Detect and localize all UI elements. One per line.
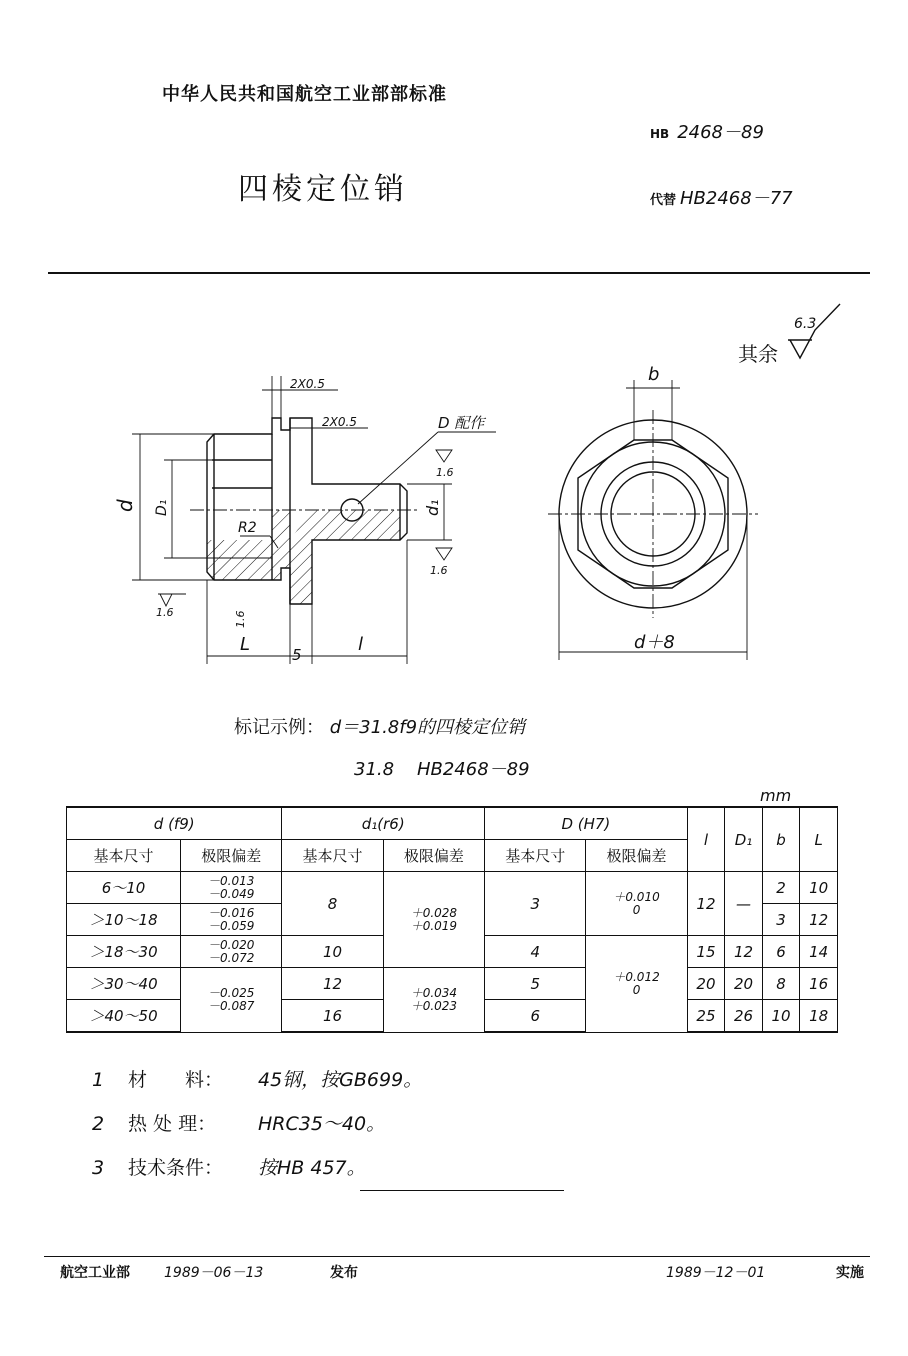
label-d1: d₁	[423, 499, 442, 516]
cell-l: 20	[687, 968, 725, 1000]
end-rule	[360, 1190, 564, 1191]
footer-issuer: 航空工业部	[60, 1265, 130, 1281]
cell-D1: 20	[725, 968, 763, 1000]
subheader: 基本尺寸	[282, 840, 383, 872]
dev-upper: －0.013	[208, 873, 255, 888]
cell-d-dev	[181, 968, 282, 1033]
section-hatch	[207, 510, 400, 604]
cell-D: 6	[485, 1000, 586, 1033]
roughness-shank-value: 1.6	[430, 564, 448, 577]
cell-L: 14	[800, 936, 838, 968]
replaces-prefix: 代替	[650, 193, 677, 208]
cell-d1: 16	[282, 1000, 383, 1033]
cell-l: 15	[687, 936, 725, 968]
dev-lower: －0.072	[208, 950, 255, 965]
designation-code: HB2468－89	[416, 759, 530, 780]
subheader: 基本尺寸	[67, 840, 181, 872]
cell-D: 5	[485, 968, 586, 1000]
footer-impl-date: 1989－12－01	[666, 1265, 766, 1281]
cell-D1: —	[725, 872, 763, 936]
footer-rule	[44, 1256, 870, 1257]
cell-D-dev	[586, 936, 687, 1033]
cell-D-dev	[586, 872, 687, 936]
cell-D1: 12	[725, 936, 763, 968]
radius-label: R2	[238, 520, 257, 536]
note-item	[92, 1102, 422, 1146]
label-d-plus-8: d＋8	[634, 632, 675, 653]
header-d: d (f9)	[67, 807, 282, 840]
label-l: l	[358, 634, 364, 655]
label-d: d	[113, 499, 137, 512]
dev-upper: ＋0.012	[613, 969, 660, 984]
label-D1: D₁	[154, 499, 170, 516]
cell-d: ＞40～50	[67, 1000, 181, 1033]
dev-upper: ＋0.028	[410, 905, 458, 920]
dev-lower: 0	[632, 982, 641, 997]
note-value: 45钢，按GB699。	[258, 1069, 423, 1091]
designation-size: 31.8	[354, 759, 395, 780]
cell-d-dev	[181, 904, 282, 936]
table-row	[67, 968, 838, 1000]
note-item	[92, 1146, 422, 1190]
cell-d1-dev	[383, 872, 484, 968]
cell-d: ＞18～30	[67, 936, 181, 968]
note-value: 按HB 457。	[258, 1157, 366, 1179]
dev-lower: －0.087	[208, 998, 255, 1013]
footer-impl-label: 实施	[836, 1265, 864, 1281]
note-number: 2	[92, 1113, 105, 1135]
dev-upper: －0.025	[208, 985, 255, 1000]
cell-d1-dev	[383, 968, 484, 1033]
note-number: 1	[92, 1069, 105, 1091]
marking-label: 标记示例：	[234, 717, 324, 738]
cell-L: 18	[800, 1000, 838, 1033]
subheader: 极限偏差	[383, 840, 484, 872]
cell-l: 25	[687, 1000, 725, 1033]
dev-upper: ＋0.010	[613, 889, 660, 904]
replaces-number: HB2468－77	[680, 188, 793, 209]
header-l: l	[687, 807, 725, 872]
subheader: 基本尺寸	[485, 840, 586, 872]
label-L: L	[240, 634, 251, 655]
footer-issue-label: 发布	[330, 1265, 358, 1281]
note-number: 3	[92, 1157, 105, 1179]
roughness-flange-value: 1.6	[234, 610, 247, 628]
marking-designation	[354, 755, 530, 781]
note-key: 热 处 理：	[128, 1113, 217, 1135]
label-b: b	[648, 364, 660, 385]
dimension-table	[66, 806, 838, 1033]
subheader: 极限偏差	[181, 840, 282, 872]
footer-issue-date: 1989－06－13	[164, 1265, 264, 1281]
note-item	[92, 1058, 422, 1102]
cell-L: 16	[800, 968, 838, 1000]
chamfer-1-label: 2X0.5	[290, 377, 325, 391]
cell-b: 10	[762, 1000, 800, 1033]
cell-d: ＞30～40	[67, 968, 181, 1000]
cell-b: 8	[762, 968, 800, 1000]
technical-notes	[92, 1058, 422, 1190]
table-row	[67, 872, 838, 904]
chamfer-2-label: 2X0.5	[322, 415, 357, 429]
cell-L: 12	[800, 904, 838, 936]
cell-D: 3	[485, 872, 586, 936]
code-number: 2468－89	[677, 122, 764, 143]
header-D: D (H7)	[485, 807, 688, 840]
header-D1: D₁	[725, 807, 763, 872]
dev-upper: ＋0.034	[410, 985, 458, 1000]
cell-D: 4	[485, 936, 586, 968]
cell-d-dev	[181, 936, 282, 968]
note-value: HRC35～40。	[258, 1113, 386, 1135]
header-d1: d₁(r6)	[282, 807, 485, 840]
cell-d: 6～10	[67, 872, 181, 904]
cell-d-dev	[181, 872, 282, 904]
marking-text: d＝31.8f9的四棱定位销	[329, 717, 526, 738]
note-key: 材 料：	[128, 1069, 224, 1091]
cell-L: 10	[800, 872, 838, 904]
roughness-note: 其余	[738, 342, 778, 366]
code-prefix: HB	[650, 127, 670, 141]
cell-b: 6	[762, 936, 800, 968]
cell-d1: 8	[282, 872, 383, 936]
header-L: L	[800, 807, 838, 872]
subheader: 极限偏差	[586, 840, 687, 872]
hole-note: D 配作	[438, 414, 485, 432]
cell-b: 3	[762, 904, 800, 936]
table-unit: mm	[760, 786, 792, 805]
cell-d: ＞10～18	[67, 904, 181, 936]
cell-l: 12	[687, 872, 725, 936]
cell-D1: 26	[725, 1000, 763, 1033]
dev-lower: 0	[632, 902, 641, 917]
roughness-face-value: 1.6	[156, 606, 174, 619]
dev-lower: －0.049	[208, 886, 255, 901]
note-key: 技术条件：	[128, 1157, 224, 1179]
cell-b: 2	[762, 872, 800, 904]
roughness-general-value: 6.3	[794, 316, 817, 332]
dev-upper: －0.016	[208, 905, 255, 920]
document-title: 四棱定位销	[238, 172, 408, 207]
cell-d1: 12	[282, 968, 383, 1000]
dev-lower: ＋0.023	[410, 998, 458, 1013]
marking-example	[234, 713, 525, 739]
label-5: 5	[292, 646, 302, 664]
dev-lower: ＋0.019	[410, 918, 458, 933]
roughness-hole-value: 1.6	[436, 466, 454, 479]
cell-d1: 10	[282, 936, 383, 968]
dev-lower: －0.059	[208, 918, 255, 933]
header-b: b	[762, 807, 800, 872]
dev-upper: －0.020	[208, 937, 255, 952]
standard-organization: 中华人民共和国航空工业部部标准	[162, 84, 447, 105]
